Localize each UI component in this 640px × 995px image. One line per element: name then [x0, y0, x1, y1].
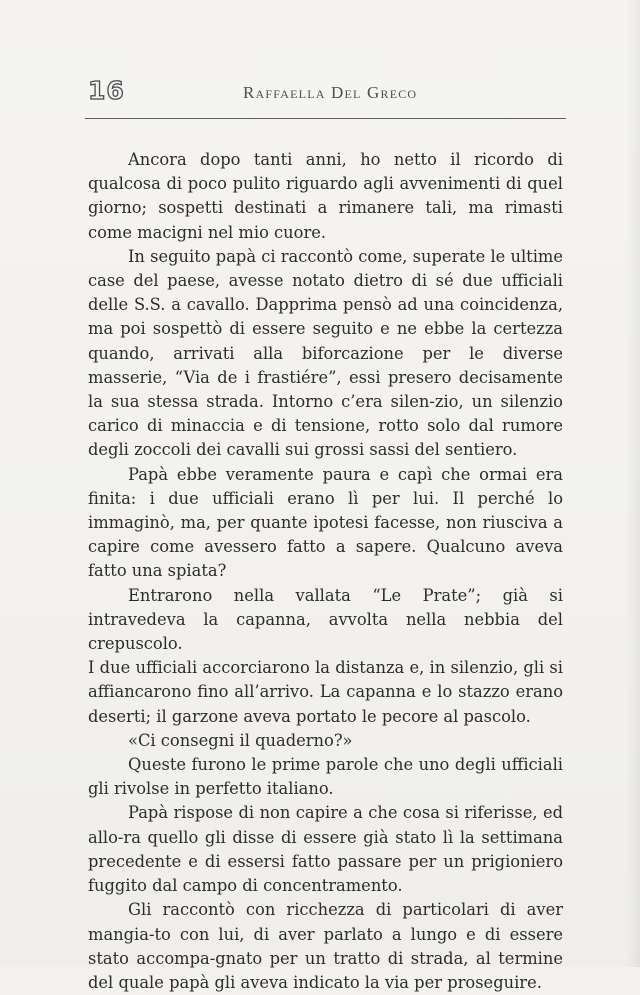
dialogue-line: «Ci consegni il quaderno?»: [128, 730, 353, 750]
page-number: 16: [88, 76, 125, 105]
paragraph: Papà rispose di non capire a che cosa si riferisse, ed allo-ra quello gli disse di essere già stato lì la settimana precedente e di essersi fatto passare per un prigioniero fuggito dal campo di concentramento.: [88, 803, 563, 896]
paragraph: I due ufficiali accorciarono la distanza e, in silenzio, gli si affiancarono fino all’arrivo. La capanna e lo stazzo erano deserti; il garzone aveva portato le pecore al pascolo.: [88, 658, 563, 726]
body-text: [88, 148, 563, 995]
page-edge-shadow: [626, 0, 640, 967]
running-head: Raffaella Del Greco: [243, 83, 418, 102]
paragraph: Papà ebbe veramente paura e capì che ormai era finita: i due ufficiali erano lì per lui. Il perché lo immaginò, ma, per quante ipotesi facesse, non riusciva a capire come avessero fatto a sapere. Qualcuno aveva fatto una spiata?: [88, 464, 563, 581]
paragraph: Entrarono nella vallata “Le Prate”; già si intravedeva la capanna, avvolta nella nebbia del crepuscolo.: [88, 585, 563, 654]
paragraph: Ancora dopo tanti anni, ho netto il ricordo di qualcosa di poco pulito riguardo agli avvenimenti di quel giorno; sospetti destinati a rimanere tali, ma rimasti come macigni nel mio cuore.: [88, 150, 563, 242]
header-rule: [85, 118, 566, 119]
paragraph: Queste furono le prime parole che uno degli ufficiali gli rivolse in perfetto italiano.: [88, 755, 563, 799]
paragraph: Gli raccontò con ricchezza di particolari di aver mangia-to con lui, di aver parlato a lungo e di essere stato accompa-gnato per un tratto di strada, al termine del quale papà gli aveva indicato la via per proseguire.: [88, 900, 563, 992]
page-header: [85, 76, 567, 116]
paragraph: In seguito papà ci raccontò come, superate le ultime case del paese, avesse notato dietro di sé due ufficiali delle S.S. a cavallo. Dapprima pensò ad una coincidenza, ma poi sospettò di essere seguito e ne ebbe la certezza quando, arrivati alla biforcazione per le diverse masserie, “Via de i frastiére”, essi presero decisamente la sua stessa strada. Intorno c’era silen-zio, un silenzio carico di minaccia e di tensione, rotto solo dal rumore degli zoccoli dei cavalli sui grossi sassi del sentiero.: [88, 246, 563, 460]
